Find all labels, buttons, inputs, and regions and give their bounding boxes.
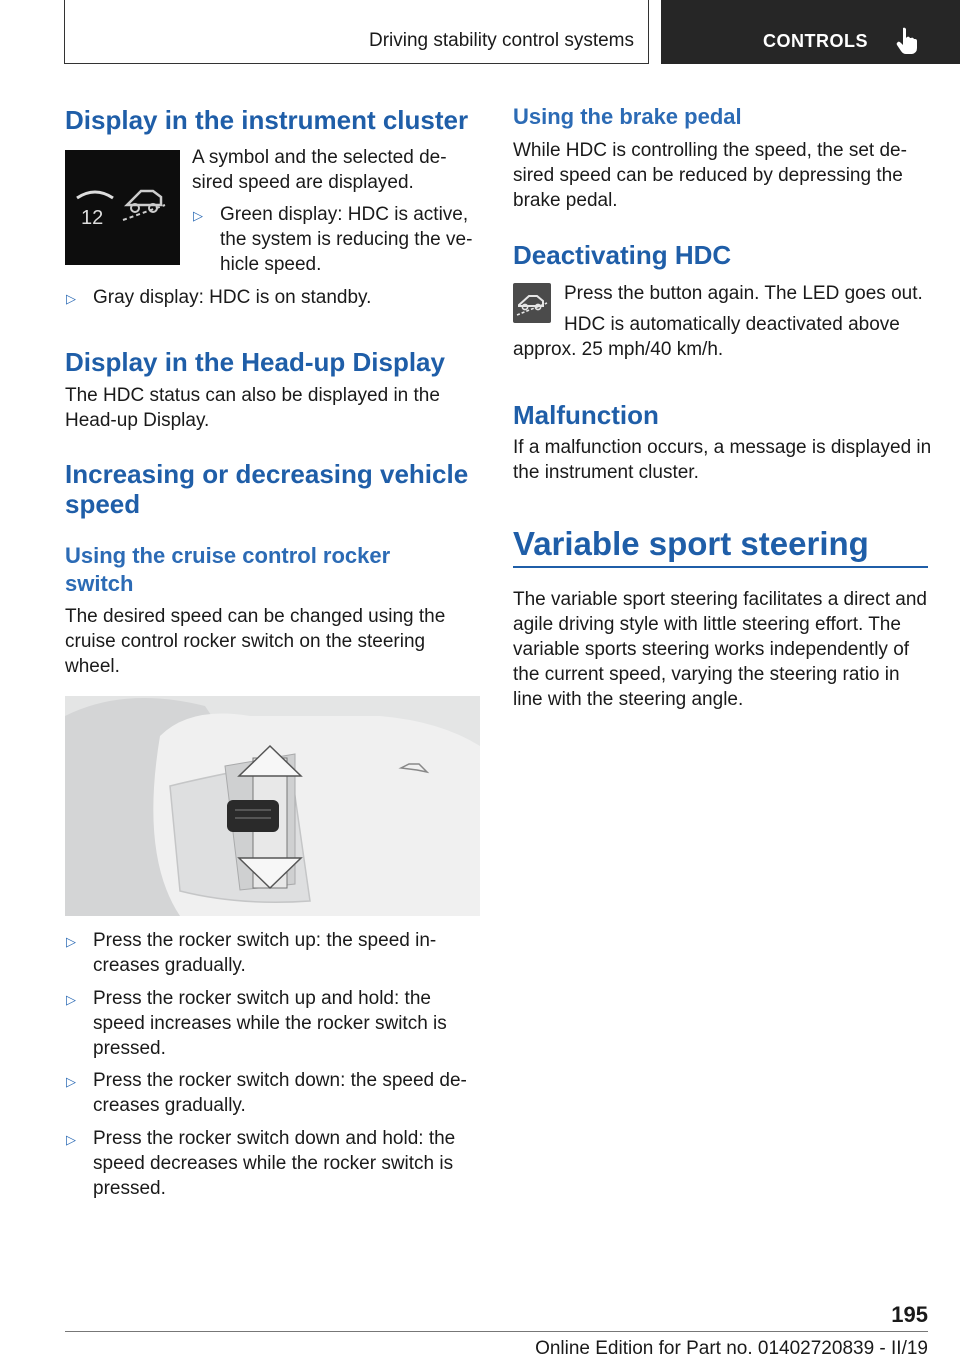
bullet-4-line-3: pressed. <box>93 1178 166 1199</box>
section-divider <box>513 566 928 568</box>
heading-deactivating-hdc: Deactivating HDC <box>513 240 732 270</box>
heading-display-hud: Display in the Head-up Display <box>65 347 445 377</box>
hand-pointer-icon <box>895 26 919 54</box>
header-section-tab <box>64 0 649 64</box>
variable-text-line-2: agile driving style with little steering effort. The <box>513 614 901 635</box>
bullet-3-line-1: Press the rocker switch down: the speed de- <box>93 1070 467 1091</box>
instrument-cluster-image <box>65 150 180 265</box>
deactivate-text-line-3: approx. 25 mph/40 km/h. <box>513 339 724 360</box>
bullet-triangle-icon: ▷ <box>66 1132 76 1147</box>
footer-divider <box>65 1331 928 1332</box>
hud-text-line-1: The HDC status can also be displayed in the <box>65 385 440 406</box>
bullet-triangle-icon: ▷ <box>66 291 76 306</box>
variable-text-line-5: line with the steering angle. <box>513 689 744 710</box>
hdc-cluster-symbol-icon <box>65 150 180 265</box>
bullet-1-line-2: creases gradually. <box>93 955 246 976</box>
deactivate-text-line-2: HDC is automatically deactivated above <box>564 314 900 335</box>
header-chapter-tab <box>661 0 960 64</box>
cluster-speed-number: 12 <box>81 207 104 229</box>
green-bullet-line-3: hicle speed. <box>220 254 322 275</box>
brake-text-line-3: brake pedal. <box>513 190 618 211</box>
bullet-triangle-icon: ▷ <box>193 208 203 223</box>
hdc-button-image <box>513 283 551 323</box>
variable-text-line-4: the current speed, varying the steering ratio in <box>513 664 900 685</box>
cruise-text-line-3: wheel. <box>65 656 120 677</box>
gray-bullet: Gray display: HDC is on standby. <box>93 287 372 308</box>
bullet-1-line-1: Press the rocker switch up: the speed in- <box>93 930 437 951</box>
heading-variable-sport-steering: Variable sport steering <box>513 525 869 562</box>
hud-text-line-2: Head-up Display. <box>65 410 210 431</box>
header-chapter-title: CONTROLS <box>763 31 868 51</box>
header-section-title: Driving stability control systems <box>368 30 634 51</box>
bullet-2-line-2: speed increases while the rocker switch is <box>93 1013 447 1034</box>
brake-text-line-2: sired speed can be reduced by depressing the <box>513 165 903 186</box>
bullet-3-line-2: creases gradually. <box>93 1095 246 1116</box>
green-bullet-line-1: Green display: HDC is active, <box>220 204 469 225</box>
bullet-triangle-icon: ▷ <box>66 934 76 949</box>
footer-edition: Online Edition for Part no. 01402720839 - II/19 <box>535 1338 928 1359</box>
page-number: 195 <box>891 1302 928 1327</box>
heading-increasing-decreasing-line-1: Increasing or decreasing vehicle <box>65 459 469 489</box>
hdc-car-descent-icon <box>513 283 551 323</box>
brake-text-line-1: While HDC is controlling the speed, the set de- <box>513 140 907 161</box>
bullet-triangle-icon: ▷ <box>66 1074 76 1089</box>
variable-text-line-1: The variable sport steering facilitates a direct and <box>513 589 927 610</box>
variable-text-line-3: variable sports steering works independently of <box>513 639 910 660</box>
deactivate-text-line-1: Press the button again. The LED goes out. <box>564 283 923 304</box>
heading-cruise-rocker-line-2: switch <box>65 571 134 596</box>
bullet-4-line-1: Press the rocker switch down and hold: the <box>93 1128 456 1149</box>
heading-brake-pedal: Using the brake pedal <box>513 104 742 129</box>
bullet-triangle-icon: ▷ <box>66 992 76 1007</box>
heading-cruise-rocker-line-1: Using the cruise control rocker <box>65 543 391 568</box>
steering-wheel-rocker-switch-image <box>65 696 480 916</box>
cruise-text-line-2: cruise control rocker switch on the steering <box>65 631 426 652</box>
bullet-2-line-1: Press the rocker switch up and hold: the <box>93 988 431 1009</box>
green-bullet-line-2: the system is reducing the ve- <box>220 229 473 250</box>
cluster-text-line-2: sired speed are displayed. <box>192 172 414 193</box>
malfunction-text-line-1: If a malfunction occurs, a message is displayed in <box>513 437 932 458</box>
heading-display-instrument-cluster: Display in the instrument cluster <box>65 105 469 135</box>
cluster-text-line-1: A symbol and the selected de- <box>192 147 447 168</box>
heading-increasing-decreasing-line-2: speed <box>65 489 141 519</box>
heading-malfunction: Malfunction <box>513 400 659 430</box>
malfunction-text-line-2: the instrument cluster. <box>513 462 699 483</box>
cruise-text-line-1: The desired speed can be changed using the <box>65 606 446 627</box>
bullet-2-line-3: pressed. <box>93 1038 166 1059</box>
bullet-4-line-2: speed decreases while the rocker switch is <box>93 1153 454 1174</box>
